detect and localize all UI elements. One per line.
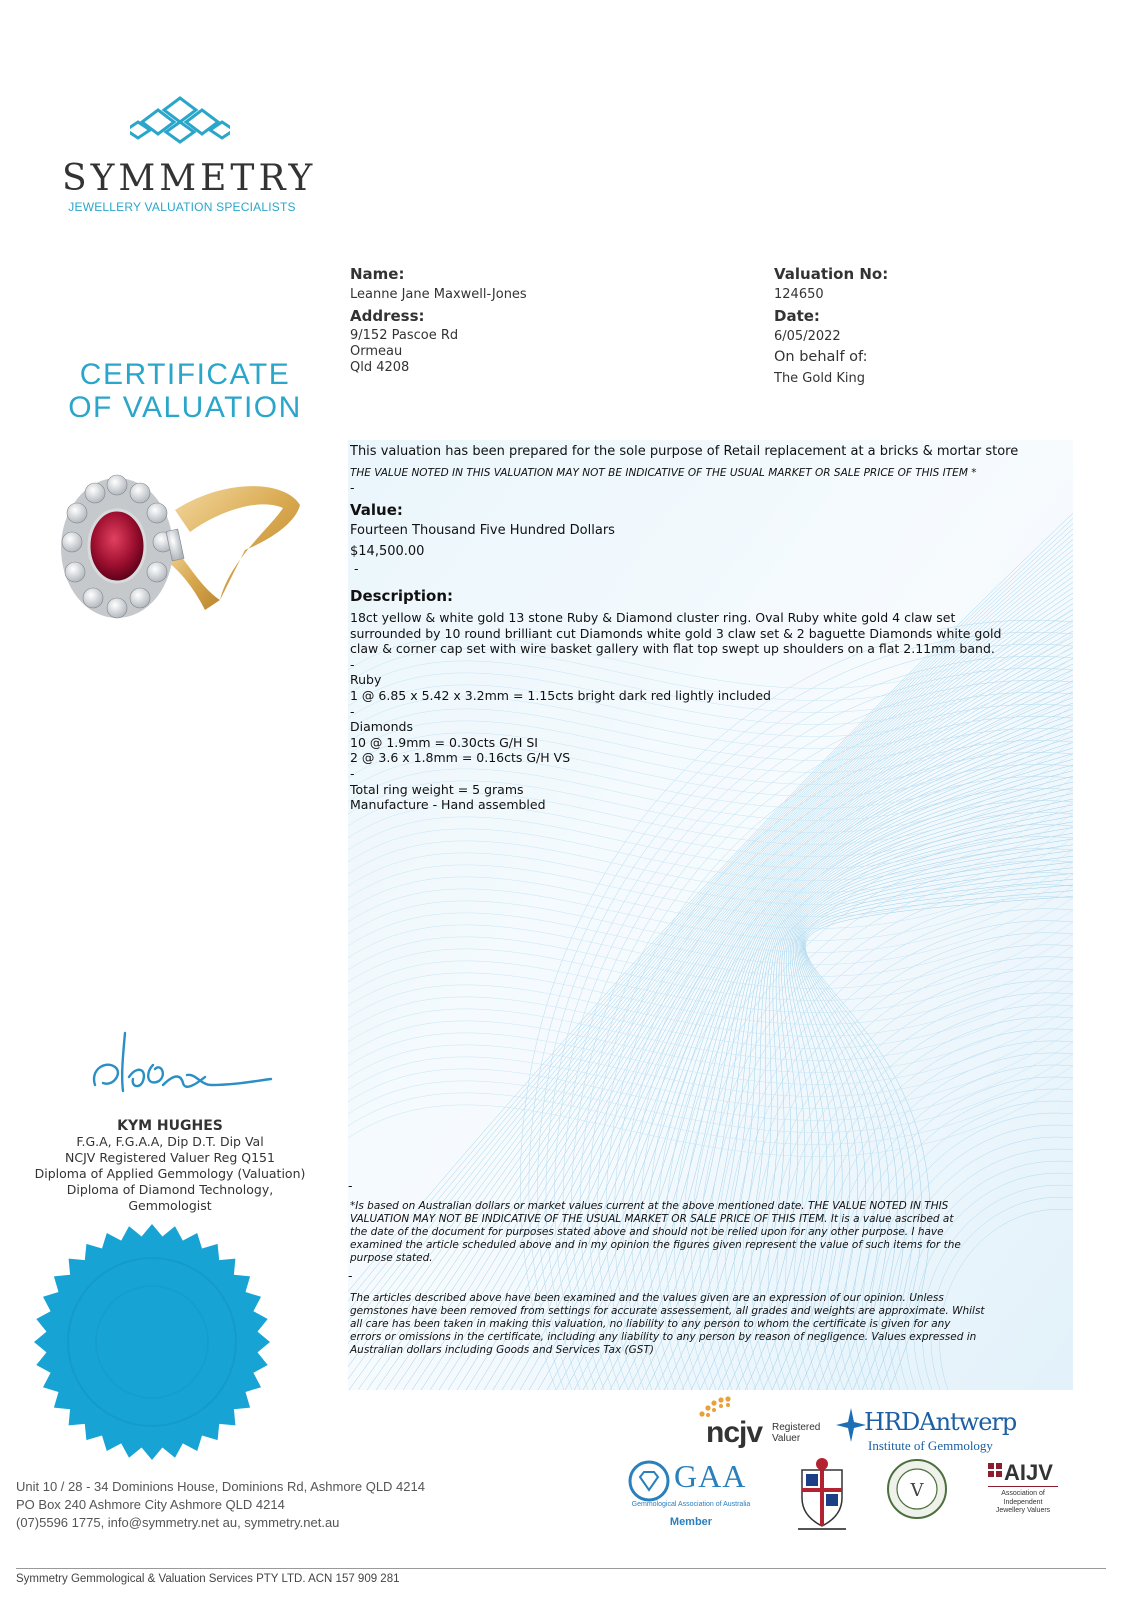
purpose-warning: THE VALUE NOTED IN THIS VALUATION MAY NOT BE INDICATIVE OF THE USUAL MARKET OR SALE PRICE OF THIS ITEM * xyxy=(350,467,977,479)
ncjv-logo xyxy=(696,1394,831,1449)
description-line: Total ring weight = 5 grams xyxy=(350,781,524,797)
svg-text:V: V xyxy=(910,1480,924,1501)
ring-photo xyxy=(55,450,305,640)
disclaimer-line: all care has been taken in making this valuation, no liability to any person to whom the certificate is given for any xyxy=(350,1318,951,1330)
address-line: 9/152 Pascoe Rd xyxy=(350,328,459,343)
footer-address-line: Unit 10 / 28 - 34 Dominions House, Dominions Rd, Ashmore QLD 4214 xyxy=(16,1479,425,1494)
ncjv-sub-line: Registered xyxy=(772,1422,821,1433)
valuer-block xyxy=(20,1118,320,1214)
description-body xyxy=(350,610,1001,813)
valuer-credential: Gemmologist xyxy=(128,1198,212,1213)
description-label: Description: xyxy=(350,587,454,605)
aijv-sub-line: Independent xyxy=(1003,1498,1043,1506)
address-line: Qld 4208 xyxy=(350,360,410,375)
footer-address-line: (07)5596 1775, info@symmetry.net au, symmetry.net.au xyxy=(16,1515,340,1530)
description-line: Diamonds xyxy=(350,719,413,735)
ncjv-sub xyxy=(772,1422,820,1444)
description-line: 1 @ 6.85 x 5.42 x 3.2mm = 1.15cts bright dark red lightly included xyxy=(350,687,771,703)
description-line: - xyxy=(350,765,355,781)
aijv-sub xyxy=(982,1490,1064,1516)
embossed-seal xyxy=(32,1222,272,1462)
footer-address xyxy=(16,1478,425,1532)
disclaimer-line: gemstones have been removed from settings for accurate assessement, all grades and weights are approximate. Whilst xyxy=(350,1305,985,1317)
hrd-name: HRDAntwerp xyxy=(864,1408,1017,1436)
gemmological-crest-icon xyxy=(794,1456,850,1534)
description-line: surrounded by 10 round brilliant cut Diamonds white gold 3 claw set & 2 baguette Diamonds white gold xyxy=(350,625,1002,641)
description-line: Manufacture - Hand assembled xyxy=(350,797,546,813)
valuer-credential: NCJV Registered Valuer Reg Q151 xyxy=(65,1150,275,1165)
address-label: Address: xyxy=(350,307,425,325)
aijv-logo xyxy=(982,1460,1062,1530)
valuer-credential: Diploma of Applied Gemmology (Valuation) xyxy=(34,1166,306,1181)
value-words: Fourteen Thousand Five Hundred Dollars xyxy=(350,523,615,538)
footer-address-line: PO Box 240 Ashmore City Ashmore QLD 4214 xyxy=(16,1497,285,1512)
description-line: 2 @ 3.6 x 1.8mm = 0.16cts G/H VS xyxy=(350,750,571,766)
valuer-credential: Diploma of Diamond Technology, xyxy=(66,1182,274,1197)
valuer-credential: F.G.A, F.G.A.A, Dip D.T. Dip Val xyxy=(76,1134,264,1149)
aijv-sub-line: Association of xyxy=(1001,1490,1045,1497)
valuer-name: KYM HUGHES xyxy=(117,1118,223,1134)
date-label: Date: xyxy=(774,307,820,325)
ncjv-sub-line: Valuer xyxy=(772,1433,801,1444)
hrd-antwerp-logo xyxy=(836,1404,1036,1454)
hrd-sub: Institute of Gemmology xyxy=(868,1438,993,1453)
address-block xyxy=(350,328,458,376)
gaa-gem-icon xyxy=(628,1460,670,1502)
aijv-name: AIJV xyxy=(1004,1460,1053,1485)
aijv-mark-icon xyxy=(988,1463,1004,1483)
disclaimer-line: VALUATION MAY NOT BE INDICATIVE OF THE USUAL MARKET OR SALE PRICE OF THIS ITEM. It is a value ascribed at xyxy=(350,1213,954,1225)
name-label: Name: xyxy=(350,265,405,283)
description-line: Ruby xyxy=(350,672,382,688)
valuation-no-value: 124650 xyxy=(774,287,824,302)
brand-name: SYMMETRY xyxy=(62,158,317,199)
dash: - xyxy=(354,561,359,576)
purpose-statement: This valuation has been prepared for the sole purpose of Retail replacement at a bricks & mortar store xyxy=(350,444,1019,459)
brand-tagline: JEWELLERY VALUATION SPECIALISTS xyxy=(68,200,296,214)
disclaimer-line: The articles described above have been examined and the values given are an expression of our opinion. Unless xyxy=(350,1292,944,1304)
description-line: 18ct yellow & white gold 13 stone Ruby & Diamond cluster ring. Oval Ruby white gold 4 claw set xyxy=(350,610,956,625)
disclaimer-line: purpose stated. xyxy=(350,1252,433,1264)
disclaimer-line: examined the article scheduled above and in my opinion the figures given represent the value of such items for the xyxy=(350,1239,961,1251)
dash: - xyxy=(348,1178,353,1193)
disclaimer-line: *Is based on Australian dollars or market values current at the above mentioned date. THE VALUE NOTED IN THIS xyxy=(350,1200,949,1212)
disclaimer-line: Australian dollars including Goods and Services Tax (GST) xyxy=(350,1344,654,1356)
valuers-seal-icon xyxy=(886,1458,948,1520)
ncjv-name: ncjv xyxy=(706,1416,763,1449)
symmetry-logo-icon xyxy=(130,96,230,144)
description-line: claw & corner cap set with wire basket gallery with flat top swept up shoulders on a flat 2.11mm band. xyxy=(350,641,995,657)
aijv-sub-line: Jewellery Valuers xyxy=(995,1507,1051,1514)
footer-company: Symmetry Gemmological & Valuation Services PTY LTD. ACN 157 909 281 xyxy=(16,1573,400,1585)
dash: - xyxy=(348,1268,353,1283)
disclaimer-line: errors or omissions in the certificate, including any liability to any person by reason of negligence. Values expressed in xyxy=(350,1331,977,1343)
name-value: Leanne Jane Maxwell-Jones xyxy=(350,287,527,302)
gaa-logo xyxy=(626,1458,756,1533)
value-amount: $14,500.00 xyxy=(350,544,425,559)
certificate-title xyxy=(40,358,330,424)
gaa-sub: Gemmological Association of Australia xyxy=(631,1501,751,1508)
description-line: - xyxy=(350,656,355,672)
description-line: 10 @ 1.9mm = 0.30cts G/H SI xyxy=(350,734,538,750)
on-behalf-value: The Gold King xyxy=(774,371,865,386)
description-line: - xyxy=(350,703,355,719)
valuation-no-label: Valuation No: xyxy=(774,265,889,283)
disclaimer-value-note xyxy=(350,1200,961,1265)
footer-divider xyxy=(16,1568,1106,1569)
on-behalf-label: On behalf of: xyxy=(774,349,868,365)
dash: - xyxy=(350,480,355,495)
certificate-title-line-2: OF VALUATION xyxy=(68,391,302,424)
date-value: 6/05/2022 xyxy=(774,329,841,344)
gaa-name: GAA xyxy=(674,1458,747,1494)
disclaimer-line: the date of the document for purposes stated above and should not be relied upon for any other purpose. I have xyxy=(350,1226,944,1238)
certificate-title-line-1: CERTIFICATE xyxy=(79,358,291,391)
disclaimer-liability-note xyxy=(350,1292,985,1357)
value-label: Value: xyxy=(350,501,403,519)
gaa-member: Member xyxy=(669,1516,713,1528)
aijv-divider xyxy=(988,1486,1058,1487)
valuer-signature xyxy=(85,1025,285,1115)
hrd-star-icon xyxy=(836,1408,866,1442)
address-line: Ormeau xyxy=(350,344,403,359)
